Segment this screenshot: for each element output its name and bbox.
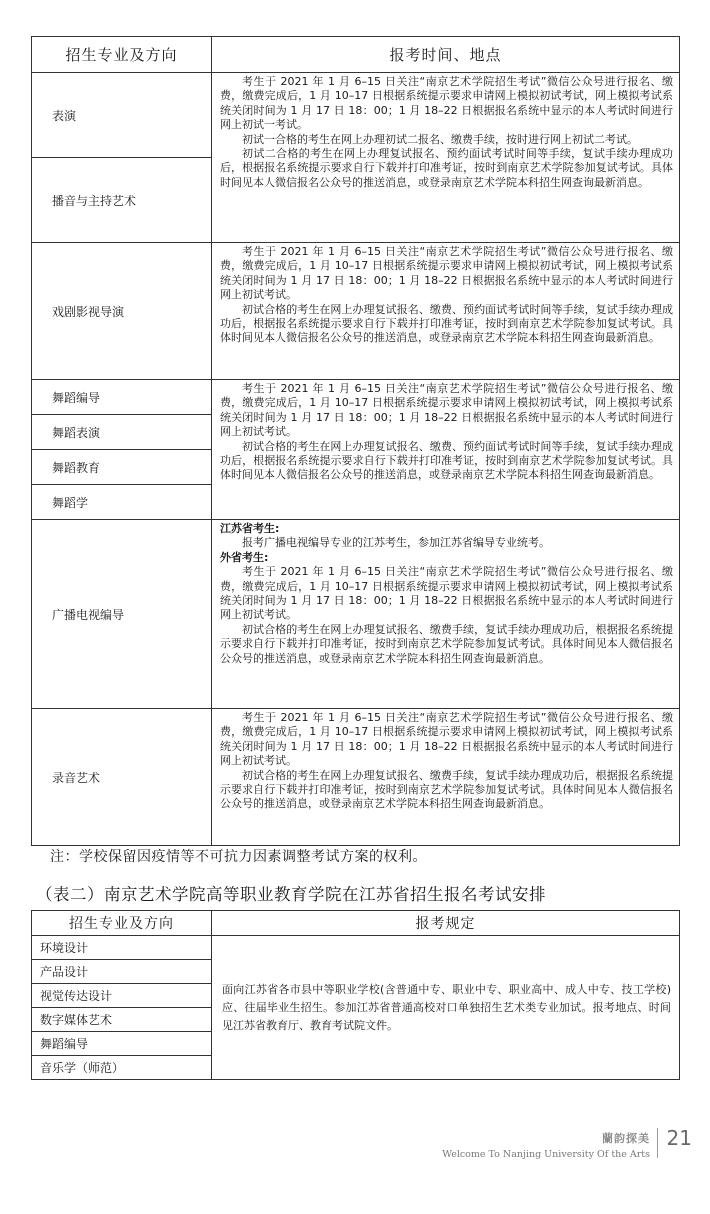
schedule-paragraph: 初试一合格的考生在网上办理初试二报名、缴费手续，按时进行网上初试二考试。 bbox=[242, 132, 638, 146]
header-major: 招生专业及方向 bbox=[32, 37, 212, 73]
major-cell: 视觉传达设计 bbox=[32, 984, 212, 1008]
page-number: 21 bbox=[666, 1126, 692, 1150]
schedule-paragraph: 考生于 2021 年 1 月 6–15 日关注“南京艺术学院招生考试”微信公众号进行报名、缴费，缴费完成后，1 月 10–17 日根据系统提示要求申请网上模拟初试考试，网上模拟考试系统关闭时间为 1 月 17 日 18：00；1 月 18–22 日根据报名系统中显示的本人考试时间进行网上初试考试。 bbox=[220, 711, 673, 768]
vocational-admission-table bbox=[31, 910, 680, 1080]
major-cell: 表演 bbox=[32, 73, 212, 158]
major-cell: 产品设计 bbox=[32, 960, 212, 984]
header-time-place: 报考时间、地点 bbox=[212, 37, 680, 73]
schedule-paragraph: 初试合格的考生在网上办理复试报名、缴费、预约面试考试时间等手续，复试手续办理成功后，根据报名系统提示要求自行下载并打印准考证，按时到南京艺术学院参加复试考试。具体时间见本人微信报名公众号的推送消息，或登录南京艺术学院本科招生网查询最新消息。 bbox=[220, 439, 673, 482]
major-cell: 舞蹈教育 bbox=[32, 450, 212, 485]
table-row bbox=[32, 380, 680, 415]
region-subheading: 江苏省考生: bbox=[220, 522, 280, 535]
table-row bbox=[32, 243, 680, 380]
brand-cn: 蘭韵探美 bbox=[602, 1132, 650, 1145]
schedule-cell bbox=[212, 73, 680, 243]
schedule-cell bbox=[212, 709, 680, 846]
region-subheading: 外省考生: bbox=[220, 550, 269, 564]
schedule-paragraph: 考生于 2021 年 1 月 6–15 日关注“南京艺术学院招生考试”微信公众号进行报名、缴费，缴费完成后，1 月 10–17 日根据系统提示要求申请网上模拟初试考试，网上模拟考试系统关闭时间为 1 月 17 日 18：00；1 月 18–22 日根据报名系统中显示的本人考试时间进行网上初试考试。 bbox=[220, 245, 673, 302]
schedule-paragraph: 考生于 2021 年 1 月 6–15 日关注“南京艺术学院招生考试”微信公众号进行报名、缴费，缴费完成后，1 月 10–17 日根据系统提示要求申请网上模拟初试考试，网上模拟考试系统关闭时间为 1 月 17 日 18：00；1 月 18–22 日根据报名系统中显示的本人考试时间进行网上初试考试。 bbox=[220, 382, 673, 439]
major-cell: 戏剧影视导演 bbox=[32, 243, 212, 380]
rule-cell: 面向江苏省各市县中等职业学校(含普通中专、职业中专、职业高中、成人中专、技工学校)应、往届毕业生招生。参加江苏省普通高校对口单独招生艺术类专业加试。报考地点、时间见江苏省教育厅、教育考试院文件。 bbox=[212, 936, 680, 1080]
footer-divider bbox=[657, 1128, 658, 1158]
major-cell: 舞蹈学 bbox=[32, 485, 212, 520]
table2-title: （表二）南京艺术学院高等职业教育学院在江苏省招生报名考试安排 bbox=[36, 885, 546, 904]
schedule-cell bbox=[212, 520, 680, 709]
schedule-paragraph: 初试二合格的考生在网上办理复试报名、预约面试考试时间等手续，复试手续办理成功后，根据报名系统提示要求自行下载并打印准考证，按时到南京艺术学院参加复试考试。具体时间见本人微信报名公众号的推送消息，或登录南京艺术学院本科招生网查询最新消息。 bbox=[220, 147, 673, 189]
brand-en: Welcome To Nanjing University Of the Arts bbox=[442, 1149, 650, 1160]
major-cell: 音乐学（师范） bbox=[32, 1056, 212, 1080]
major-cell: 环境设计 bbox=[32, 936, 212, 960]
major-cell: 播音与主持艺术 bbox=[32, 158, 212, 243]
table-row bbox=[32, 73, 680, 158]
schedule-paragraph: 报考广播电视编导专业的江苏考生，参加江苏省编导专业统考。 bbox=[242, 536, 550, 550]
major-cell: 录音艺术 bbox=[32, 709, 212, 846]
table-row bbox=[32, 936, 680, 960]
schedule-paragraph: 初试合格的考生在网上办理复试报名、缴费、预约面试考试时间等手续，复试手续办理成功后，根据报名系统提示要求自行下载并打印准考证，按时到南京艺术学院参加复试考试。具体时间见本人微信报名公众号的推送消息，或登录南京艺术学院本科招生网查询最新消息。 bbox=[220, 302, 673, 345]
major-cell: 广播电视编导 bbox=[32, 520, 212, 709]
footer-brand bbox=[370, 1130, 650, 1160]
schedule-paragraph: 初试合格的考生在网上办理复试报名、缴费手续，复试手续办理成功后，根据报名系统提示要求自行下载并打印准考证，按时到南京艺术学院参加复试考试。具体时间见本人微信报名公众号的推送消息，或登录南京艺术学院本科招生网查询最新消息。 bbox=[220, 768, 673, 811]
table-row bbox=[32, 520, 680, 709]
schedule-paragraph: 考生于 2021 年 1 月 6–15 日关注“南京艺术学院招生考试”微信公众号进行报名、缴费，缴费完成后，1 月 10–17 日根据系统提示要求申请网上模拟初试考试，网上模拟考试系统关闭时间为 1 月 17 日 18：00；1 月 18–22 日根据报名系统中显示的本人考试时间进行网上初试一考试。 bbox=[220, 75, 673, 132]
schedule-cell bbox=[212, 380, 680, 520]
note: 注：学校保留因疫情等不可抗力因素调整考试方案的权利。 bbox=[50, 849, 427, 865]
major-cell: 舞蹈编导 bbox=[32, 380, 212, 415]
header-rule: 报考规定 bbox=[212, 911, 680, 936]
major-cell: 舞蹈编导 bbox=[32, 1032, 212, 1056]
schedule-cell bbox=[212, 243, 680, 380]
major-cell: 舞蹈表演 bbox=[32, 415, 212, 450]
major-cell: 数字媒体艺术 bbox=[32, 1008, 212, 1032]
admission-schedule-table bbox=[31, 36, 680, 846]
header-major: 招生专业及方向 bbox=[32, 911, 212, 936]
table-row bbox=[32, 709, 680, 846]
schedule-paragraph: 初试合格的考生在网上办理复试报名、缴费手续，复试手续办理成功后，根据报名系统提示要求自行下载并打印准考证，按时到南京艺术学院参加复试考试。具体时间见本人微信报名公众号的推送消息，或登录南京艺术学院本科招生网查询最新消息。 bbox=[220, 622, 673, 665]
schedule-paragraph: 考生于 2021 年 1 月 6–15 日关注“南京艺术学院招生考试”微信公众号进行报名、缴费，缴费完成后，1 月 10–17 日根据系统提示要求申请网上模拟初试考试，网上模拟考试系统关闭时间为 1 月 17 日 18：00；1 月 18–22 日根据报名系统中显示的本人考试时间进行网上初试考试。 bbox=[220, 565, 673, 622]
